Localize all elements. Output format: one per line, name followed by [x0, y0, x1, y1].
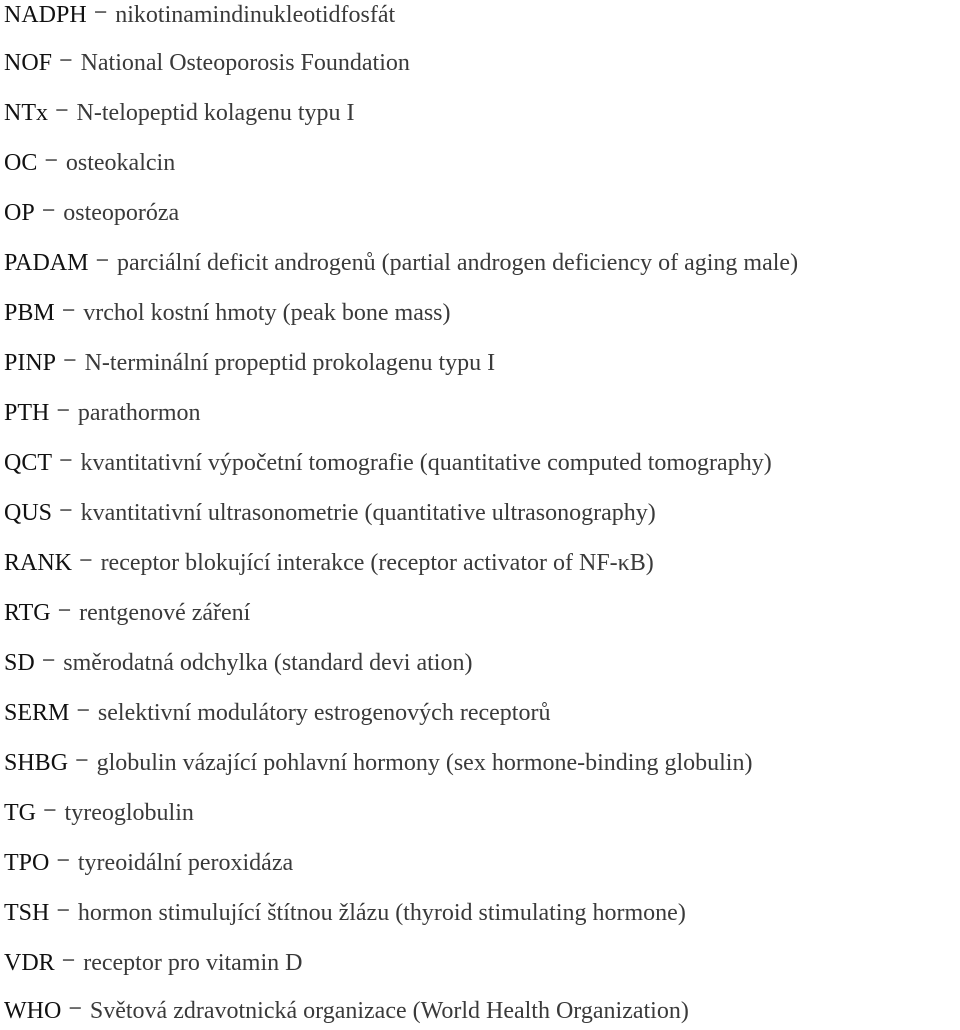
- abbreviation: SERM: [4, 700, 70, 726]
- definition: kvantitativní ultrasonometrie (quantitative ultrasonography): [80, 500, 656, 526]
- separator-dash: −: [95, 248, 110, 274]
- separator-dash: −: [61, 948, 76, 974]
- abbreviation: TG: [4, 800, 36, 826]
- abbreviation-entry: [4, 298, 451, 328]
- separator-dash: −: [56, 898, 70, 924]
- abbreviation: VDR: [4, 950, 55, 976]
- definition: směrodatná odchylka (standard devi ation): [63, 650, 473, 676]
- separator-dash: −: [57, 598, 72, 624]
- abbreviation-entry: [4, 598, 250, 628]
- separator-dash: −: [93, 0, 108, 26]
- abbreviation-entry: [4, 248, 798, 278]
- abbreviation-entry: [4, 498, 656, 528]
- abbreviation-entry: [4, 148, 175, 178]
- definition: parathormon: [77, 400, 201, 426]
- abbreviation-entry: [4, 996, 689, 1026]
- definition: osteokalcin: [65, 150, 176, 176]
- abbreviation-entry: [4, 198, 179, 228]
- definition: globulin vázající pohlavní hormony (sex hormone-binding globulin): [96, 750, 753, 776]
- abbreviation: QUS: [4, 500, 53, 526]
- separator-dash: −: [44, 148, 58, 174]
- abbreviation-entry: [4, 748, 752, 778]
- definition: rentgenové záření: [79, 600, 251, 626]
- separator-dash: −: [75, 748, 89, 774]
- abbreviation: TSH: [4, 900, 50, 926]
- abbreviation-entry: [4, 0, 395, 30]
- definition: nikotinamindinukleotidfosfát: [115, 2, 396, 28]
- abbreviation-entry: [4, 548, 654, 578]
- definition: vrchol kostní hmoty (peak bone mass): [83, 300, 451, 326]
- definition: kvantitativní výpočetní tomografie (quantitative computed tomography): [80, 450, 772, 476]
- abbreviation: SHBG: [4, 750, 69, 776]
- separator-dash: −: [43, 798, 57, 824]
- definition: National Osteoporosis Foundation: [80, 50, 410, 76]
- abbreviation: SD: [4, 650, 35, 676]
- definition: tyreoidální peroxidáza: [77, 850, 294, 876]
- separator-dash: −: [68, 996, 82, 1022]
- definition: Světová zdravotnická organizace (World Health Organization): [89, 998, 689, 1024]
- abbreviation-entry: [4, 698, 550, 728]
- separator-dash: −: [59, 498, 73, 524]
- abbreviation: RTG: [4, 600, 51, 626]
- separator-dash: −: [55, 98, 69, 124]
- definition: hormon stimulující štítnou žlázu (thyroid stimulating hormone): [77, 900, 686, 926]
- separator-dash: −: [76, 698, 90, 724]
- definition: N-terminální propeptid prokolagenu typu I: [84, 350, 496, 376]
- separator-dash: −: [41, 648, 56, 674]
- separator-dash: −: [59, 48, 73, 74]
- abbreviation-entry: [4, 898, 686, 928]
- abbreviation-entry: [4, 348, 495, 378]
- abbreviation: NTx: [4, 100, 48, 126]
- separator-dash: −: [61, 298, 76, 324]
- abbreviation-entry: [4, 648, 472, 678]
- abbreviation: OC: [4, 150, 38, 176]
- definition: tyreoglobulin: [64, 800, 194, 826]
- abbreviation-entry: [4, 48, 410, 78]
- abbreviation-entry: [4, 848, 293, 878]
- abbreviation: WHO: [4, 998, 62, 1024]
- abbreviation-entry: [4, 98, 354, 128]
- abbreviation: NOF: [4, 50, 53, 76]
- separator-dash: −: [59, 448, 73, 474]
- abbreviation: TPO: [4, 850, 50, 876]
- separator-dash: −: [41, 198, 56, 224]
- abbreviation: QCT: [4, 450, 52, 476]
- abbreviation: OP: [4, 200, 35, 226]
- separator-dash: −: [56, 848, 70, 874]
- abbreviation-entry: [4, 448, 772, 478]
- definition: selektivní modulátory estrogenových receptorů: [97, 700, 551, 726]
- definition: receptor pro vitamin D: [83, 950, 303, 976]
- abbreviation: PBM: [4, 300, 55, 326]
- abbreviation: RANK: [4, 550, 73, 576]
- definition: N-telopeptid kolagenu typu I: [76, 100, 355, 126]
- abbreviation: PTH: [4, 400, 50, 426]
- definition: osteoporóza: [63, 200, 180, 226]
- separator-dash: −: [56, 398, 70, 424]
- separator-dash: −: [63, 348, 77, 374]
- abbreviation: PADAM: [4, 250, 89, 276]
- abbreviation-entry: [4, 948, 302, 978]
- separator-dash: −: [79, 548, 93, 574]
- abbreviation-entry: [4, 798, 194, 828]
- definition: receptor blokující interakce (receptor activator of NF-κB): [100, 550, 654, 576]
- definition: parciální deficit androgenů (partial androgen deficiency of aging male): [117, 250, 799, 276]
- abbreviation: PINP: [4, 350, 57, 376]
- abbreviation: NADPH: [4, 2, 87, 28]
- abbreviation-entry: [4, 398, 201, 428]
